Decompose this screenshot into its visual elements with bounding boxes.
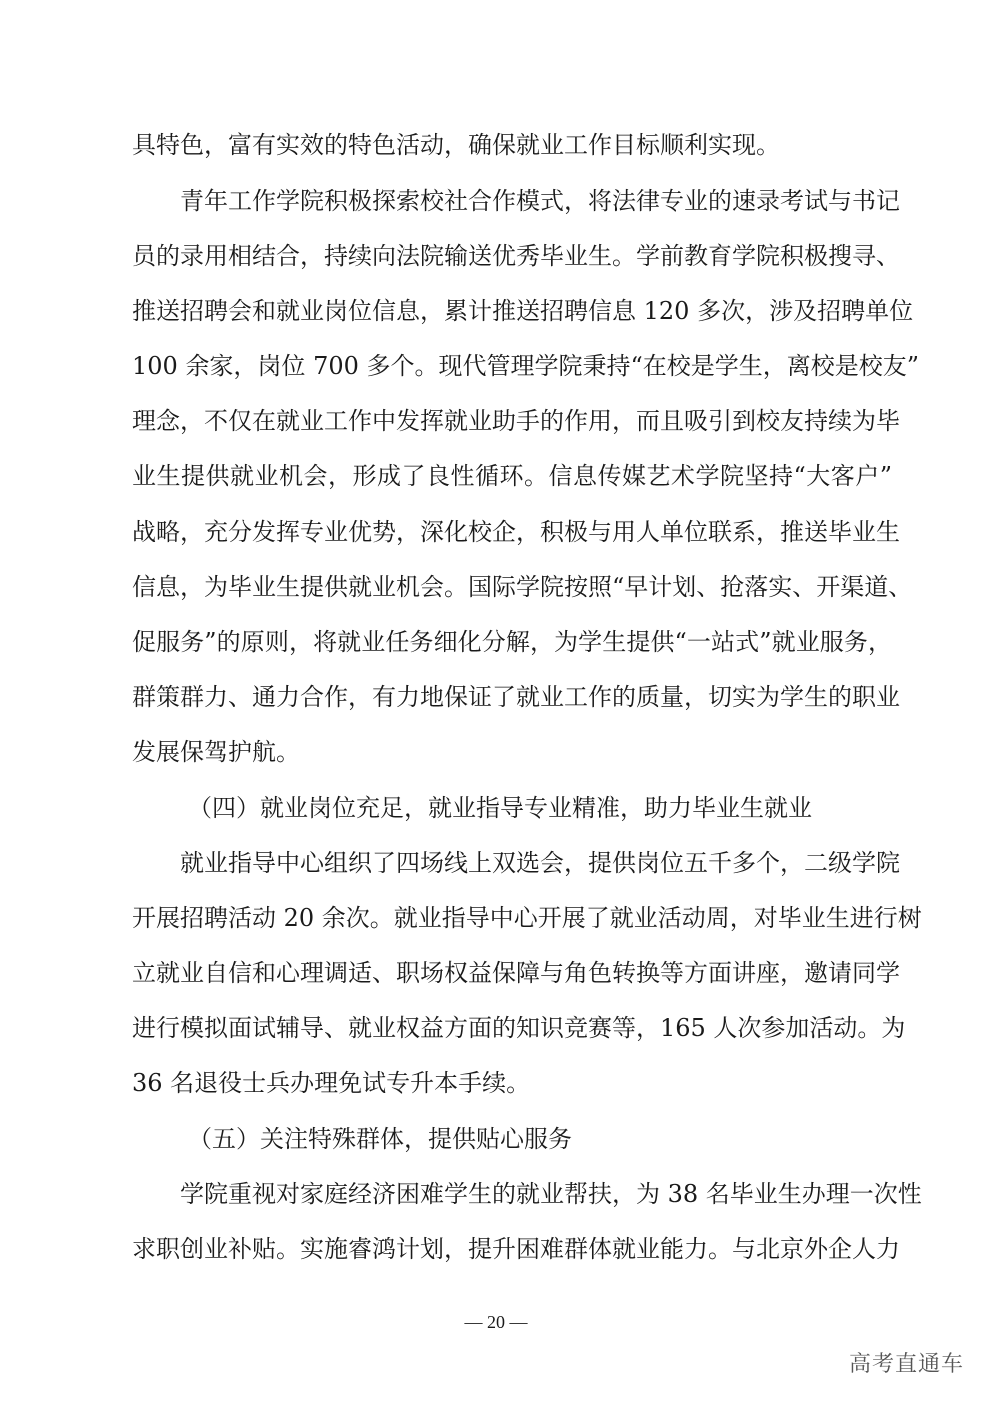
paragraph-line: 理念，不仅在就业工作中发挥就业助手的作用，而且吸引到校友持续为毕 [132,407,900,435]
paragraph-line: 立就业自信和心理调适、职场权益保障与角色转换等方面讲座，邀请同学 [132,959,900,987]
paragraph-line: 就业指导中心组织了四场线上双选会，提供岗位五千多个，二级学院 [180,849,900,877]
watermark-logo: 高考直通车 [848,1352,964,1377]
paragraph-line: 促服务”的原则，将就业任务细化分解，为学生提供“一站式”就业服务， [132,628,892,656]
paragraph-line: 战略，充分发挥专业优势，深化校企，积极与用人单位联系，推送毕业生 [132,518,900,546]
paragraph-line: 群策群力、通力合作，有力地保证了就业工作的质量，切实为学生的职业 [132,683,900,711]
paragraph-line: 36 名退役士兵办理免试专升本手续。 [132,1069,531,1097]
page-number: — 20 — [464,1312,528,1332]
paragraph-line: 信息，为毕业生提供就业机会。国际学院按照“早计划、抢落实、开渠道、 [132,573,913,601]
section-heading: （五）关注特殊群体，提供贴心服务 [188,1125,572,1153]
paragraph-line: 员的录用相结合，持续向法院输送优秀毕业生。学前教育学院积极搜寻、 [132,242,900,270]
paragraph-line: 进行模拟面试辅导、就业权益方面的知识竞赛等，165 人次参加活动。为 [132,1014,906,1042]
paragraph-line: 开展招聘活动 20 余次。就业指导中心开展了就业活动周，对毕业生进行树 [132,904,922,932]
paragraph-line: 推送招聘会和就业岗位信息，累计推送招聘信息 120 多次，涉及招聘单位 [132,297,914,325]
paragraph-line: 发展保驾护航。 [132,738,300,766]
section-heading: （四）就业岗位充足，就业指导专业精准，助力毕业生就业 [188,794,812,822]
paragraph-line: 业生提供就业机会，形成了良性循环。信息传媒艺术学院坚持“大客户” [132,462,892,490]
paragraph-line: 具特色，富有实效的特色活动，确保就业工作目标顺利实现。 [132,131,780,159]
paragraph-line: 学院重视对家庭经济困难学生的就业帮扶，为 38 名毕业生办理一次性 [180,1180,922,1208]
paragraph-line: 100 余家，岗位 700 多个。现代管理学院秉持“在校是学生，离校是校友” [132,352,920,380]
paragraph-line: 求职创业补贴。实施睿鸿计划，提升困难群体就业能力。与北京外企人力 [132,1235,900,1263]
paragraph-line: 青年工作学院积极探索校社合作模式，将法律专业的速录考试与书记 [180,187,900,215]
